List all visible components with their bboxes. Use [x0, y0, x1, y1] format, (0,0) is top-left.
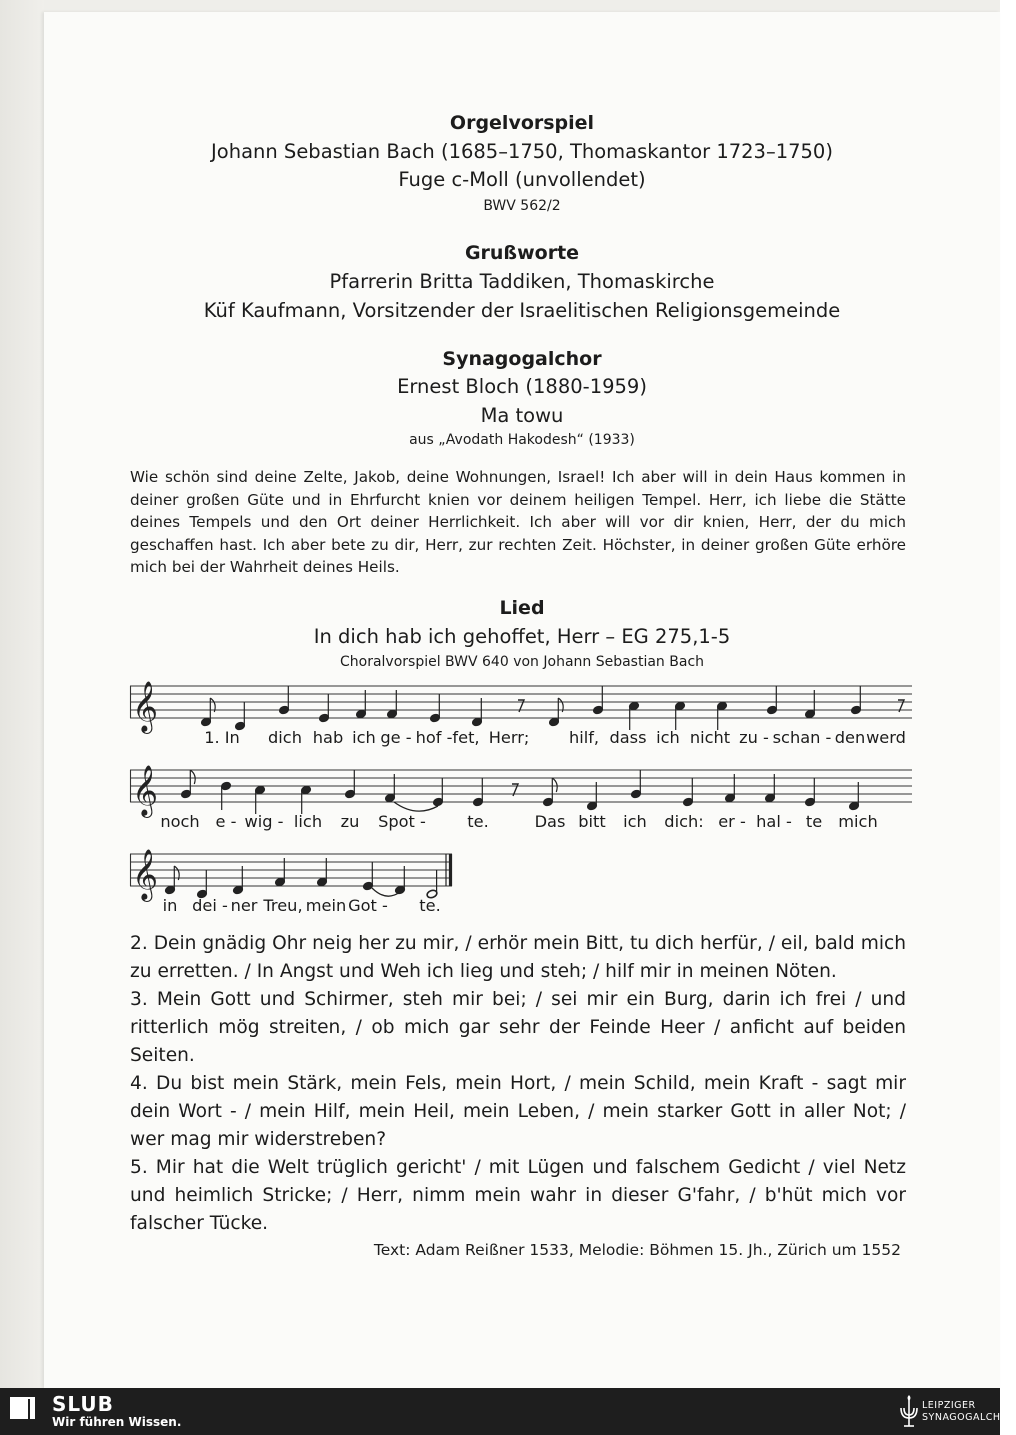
lyric-syllable: nicht	[689, 728, 731, 747]
lyric-syllable: dich:	[664, 812, 704, 831]
lied-title: In dich hab ich gehoffet, Herr – EG 275,1-5	[313, 625, 731, 648]
synagogalchor-composer: Ernest Bloch (1880-1959)	[397, 375, 647, 398]
lyric-syllable: hal -	[756, 812, 792, 831]
lyric-syllable: dei -	[192, 896, 228, 915]
program-page	[44, 12, 1000, 1388]
lied-heading: Lied	[499, 597, 545, 619]
synagogalchor-source: aus „Avodath Hakodesh“ (1933)	[409, 432, 635, 448]
music-staff-2	[130, 758, 914, 818]
lyric-syllable: 1. In	[204, 728, 240, 747]
verse-5: 5. Mir hat die Welt trüglich gericht' / mit Lügen und falschem Gedicht / viel Netz und heimlich Stricke; / Herr, nimm mein wahr in dieser G'fahr, / b'hüt mich vor falscher Tücke.	[130, 1157, 906, 1234]
lyric-syllable: dich	[268, 728, 302, 747]
lied-subtitle: Choralvorspiel BWV 640 von Johann Sebastian Bach	[339, 654, 705, 670]
lyric-syllable: Herr;	[488, 728, 530, 747]
synagogalchor-logo-text	[922, 1400, 1016, 1424]
lyric-syllable: te.	[419, 896, 441, 915]
orgelvorspiel-composer: Johann Sebastian Bach (1685–1750, Thomaskantor 1723–1750)	[211, 140, 833, 163]
scan-edge	[0, 0, 44, 1388]
lyric-syllable: mich	[838, 812, 878, 831]
lyric-syllable: ich	[352, 728, 376, 747]
verse-3: 3. Mein Gott und Schirmer, steh mir bei; / sei mir ein Burg, darin ich frei / und ritterlich mög streiten, / ob mich gar sehr der Feinde Heer / anficht auf beiden Seiten.	[130, 989, 906, 1066]
lyric-syllable: er -	[718, 812, 746, 831]
partner-line-2: SYNAGOGALCHOR	[922, 1412, 1016, 1423]
lyric-syllable: lich	[293, 812, 323, 831]
lyric-syllable: zu	[340, 812, 360, 831]
lyric-syllable: noch	[160, 812, 200, 831]
lyric-syllable: in	[162, 896, 178, 915]
lyric-syllable: zu -	[739, 728, 769, 747]
verse-4: 4. Du bist mein Stärk, mein Fels, mein Hort, / mein Schild, mein Kraft - sagt mir dein Wort - / mein Hilf, mein Heil, mein Leben, / mein starker Gott in aller Not; / wer mag mir widerstreben?	[130, 1073, 906, 1150]
lyric-syllable: ge -	[380, 728, 412, 747]
lyric-syllable: ner	[230, 896, 258, 915]
lyric-syllable: bitt	[578, 812, 606, 831]
music-staff-1	[130, 674, 914, 734]
lyric-syllable: den	[834, 728, 866, 747]
grussworte-speaker-2: Küf Kaufmann, Vorsitzender der Israelitischen Religionsgemeinde	[203, 299, 841, 322]
lyrics-line-1	[130, 728, 914, 750]
lyric-syllable: te.	[467, 812, 489, 831]
grussworte-speaker-1: Pfarrerin Britta Taddiken, Thomaskirche	[329, 270, 715, 293]
lyric-syllable: fet,	[452, 728, 480, 747]
lyric-syllable: dass	[609, 728, 647, 747]
orgelvorspiel-work: Fuge c-Moll (unvollendet)	[398, 168, 646, 191]
orgelvorspiel-heading: Orgelvorspiel	[449, 112, 595, 134]
treble-clef-icon: 𝄞	[132, 849, 159, 900]
verse-2: 2. Dein gnädig Ohr neig her zu mir, / erhör mein Bitt, tu dich herfür, / eil, bald mich zu erretten. / In Angst und Weh ich lieg und steh; / hilf mir in meinen Nöten.	[130, 933, 906, 982]
orgelvorspiel-catalog: BWV 562/2	[483, 198, 561, 214]
lyric-syllable: Spot -	[378, 812, 426, 831]
lyric-syllable: hilf,	[568, 728, 600, 747]
lyric-syllable: mein	[305, 896, 347, 915]
synagogalchor-heading: Synagogalchor	[442, 348, 602, 370]
treble-clef-icon: 𝄞	[132, 765, 159, 816]
synagogalchor-work: Ma towu	[480, 404, 564, 427]
treble-clef-icon: 𝄞	[132, 681, 159, 732]
lyric-syllable: hof -	[415, 728, 453, 747]
lied-verses	[130, 930, 906, 1238]
lyric-syllable: Got -	[348, 896, 388, 915]
lyric-syllable: e -	[215, 812, 237, 831]
staff-lines	[130, 686, 912, 718]
lyric-syllable: te	[805, 812, 823, 831]
lied-credit: Text: Adam Reißner 1533, Melodie: Böhmen 15. Jh., Zürich um 1552	[373, 1241, 901, 1259]
notes	[181, 770, 860, 814]
lyrics-line-3	[130, 896, 460, 918]
slub-tagline: Wir führen Wissen.	[52, 1415, 182, 1429]
partner-line-1: LEIPZIGER	[922, 1400, 976, 1411]
slur	[394, 802, 438, 811]
notes	[201, 686, 862, 731]
menorah-icon	[896, 1394, 922, 1430]
lyric-syllable: ich	[623, 812, 647, 831]
slub-logo-icon	[8, 1395, 38, 1421]
lyric-syllable: Treu,	[263, 896, 303, 915]
ma-towu-text: Wie schön sind deine Zelte, Jakob, deine Wohnungen, Israel! Ich aber will in dein Haus kommen in deiner großen Güte und in Ehrfurcht knien vor deinem heiligen Tempel. Herr, ich liebe die Stätte deines Tempels und den Ort deiner Herrlichkeit. Ich aber will vor dir knien, Herr, der du mich geschaffen hast. Ich aber bete zu dir, Herr, zur rechten Zeit. Höchster, in deiner großen Güte erhöre mich bei der Wahrheit deines Heils.	[130, 468, 906, 577]
lyric-syllable: werd	[866, 728, 906, 747]
staff-lines	[130, 770, 912, 802]
footer-bar	[0, 1388, 1016, 1435]
lyric-syllable: hab	[312, 728, 344, 747]
grussworte-heading: Grußworte	[464, 242, 580, 264]
lyric-syllable: Das	[534, 812, 566, 831]
lyric-syllable: ich	[656, 728, 680, 747]
slub-brand: SLUB	[52, 1392, 114, 1416]
lyric-syllable: schan -	[772, 728, 832, 747]
lyrics-line-2	[130, 812, 914, 834]
music-staff-3	[130, 842, 460, 902]
lyric-syllable: wig -	[244, 812, 284, 831]
